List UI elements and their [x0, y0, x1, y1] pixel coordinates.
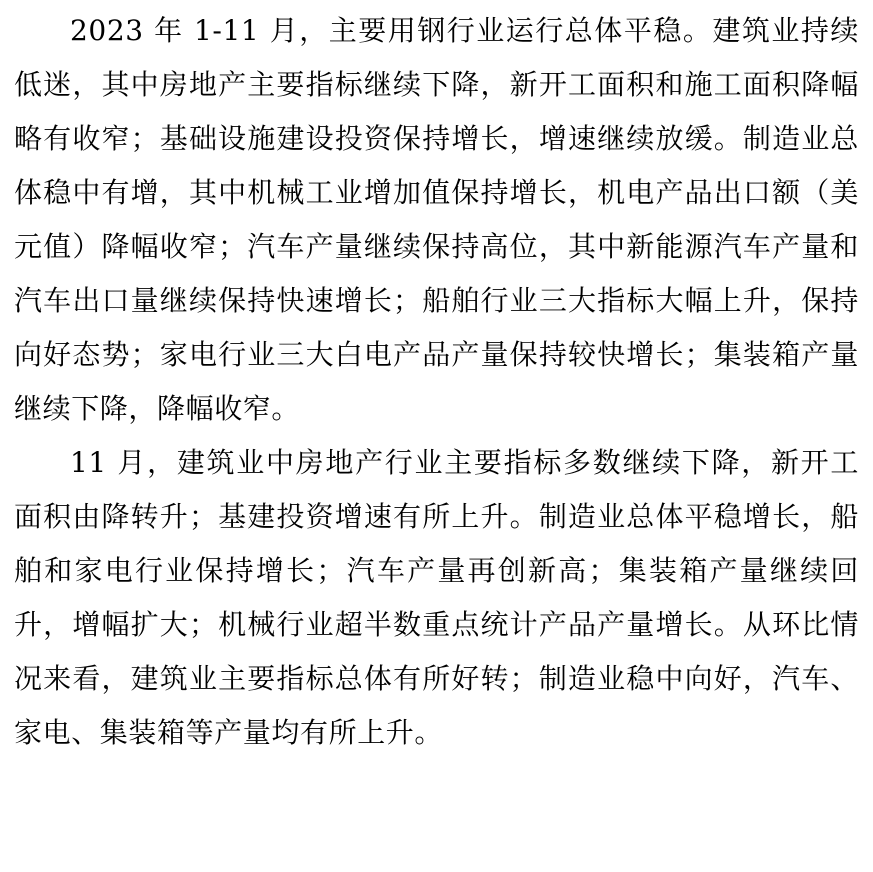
paragraph-november-summary: 11 月，建筑业中房地产行业主要指标多数继续下降，新开工面积由降转升；基建投资增速有所上升。制造业总体平稳增长，船舶和家电行业保持增长；汽车产量再创新高；集装箱产量继续回升，增幅扩大；机械行业超半数重点统计产品产量增长。从环比情况来看，建筑业主要指标总体有所好转；制造业稳中向好，汽车、家电、集装箱等产量均有所上升。 [14, 446, 859, 749]
paragraph-ytd-summary: 2023 年 1-11 月，主要用钢行业运行总体平稳。建筑业持续低迷，其中房地产主要指标继续下降，新开工面积和施工面积降幅略有收窄；基础设施建设投资保持增长，增速继续放缓。制造业总体稳中有增，其中机械工业增加值保持增长，机电产品出口额（美元值）降幅收窄；汽车产量继续保持高位，其中新能源汽车产量和汽车出口量继续保持快速增长；船舶行业三大指标大幅上升，保持向好态势；家电行业三大白电产品产量保持较快增长；集装箱产量继续下降，降幅收窄。 [14, 14, 859, 425]
